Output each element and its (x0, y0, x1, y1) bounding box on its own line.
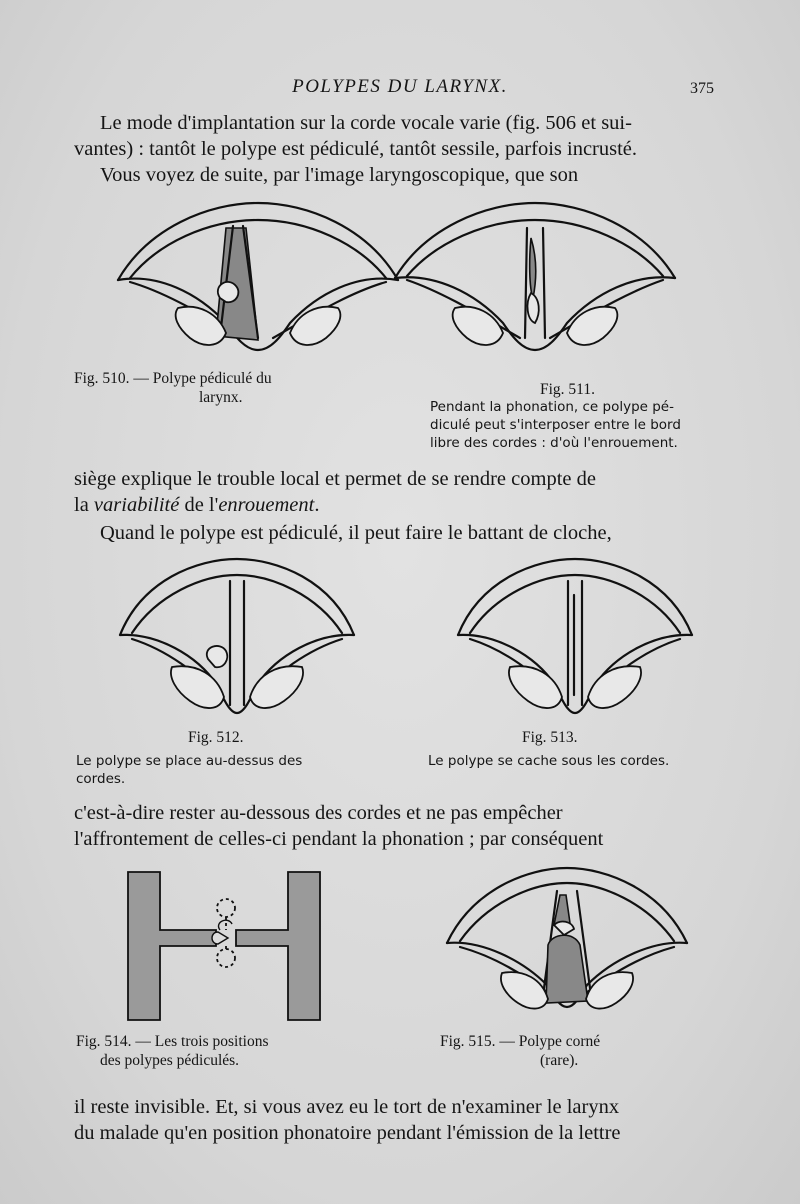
figure-513-caption: Le polype se cache sous les cordes. (428, 753, 670, 769)
caption-line: larynx. (199, 389, 243, 406)
figure-510-caption (74, 369, 404, 407)
caption-line: libre des cordes : d'où l'enrouement. (430, 435, 678, 451)
caption-line: Fig. 514. — Les trois positions (76, 1033, 269, 1050)
italic-term: enrouement (218, 494, 315, 516)
text-line: Quand le polype est pédiculé, il peut faire le battant de cloche, (100, 522, 612, 544)
figure-515-larynx-illustration (442, 865, 692, 1015)
paragraph-3 (74, 520, 724, 546)
figure-513-larynx-illustration (450, 555, 700, 725)
caption-line: des polypes pédiculés. (100, 1052, 240, 1069)
caption-line: Pendant la phonation, ce polype pé- (430, 399, 674, 415)
figure-513-label: Fig. 513. (522, 729, 578, 746)
figure-512-label: Fig. 512. (188, 729, 244, 746)
text-line: du malade qu'en position phonatoire pendant l'émission de la lettre (74, 1122, 621, 1144)
caption-line: cordes. (76, 771, 126, 787)
caption-line: diculé peut s'interposer entre le bord (430, 417, 681, 433)
text-line: l'affrontement de celles-ci pendant la phonation ; par conséquent (74, 828, 604, 850)
text-line: il reste invisible. Et, si vous avez eu le tort de n'examiner le larynx (74, 1096, 620, 1118)
paragraph-5 (74, 1094, 724, 1146)
figure-514-caption (76, 1032, 386, 1070)
italic-term: variabilité (93, 494, 180, 516)
figure-511-label: Fig. 511. (540, 381, 595, 398)
running-header-title: POLYPES DU LARYNX. (292, 76, 508, 97)
caption-line: Le polype se place au-dessus des (76, 753, 303, 769)
page-number: 375 (690, 80, 714, 97)
figure-510-larynx-illustration (108, 198, 408, 358)
figure-512-caption (76, 752, 396, 788)
text-line: c'est-à-dire rester au-dessous des cordes et ne pas empêcher (74, 802, 563, 824)
text-line: vantes) : tantôt le polype est pédiculé, tantôt sessile, parfois incrusté. (74, 138, 638, 160)
paragraph-4 (74, 800, 724, 852)
caption-line: (rare). (540, 1052, 579, 1069)
text-line: Vous voyez de suite, par l'image laryngoscopique, que son (100, 164, 579, 186)
text-line: la variabilité de l'enrouement. (74, 494, 320, 516)
figure-514-cross-section-illustration (128, 872, 328, 1022)
figure-512-larynx-illustration (112, 555, 362, 725)
figure-511-caption (430, 398, 730, 452)
caption-line: Fig. 510. — Polype pédiculé du (74, 370, 272, 387)
figure-515-caption (440, 1032, 720, 1070)
figure-511-larynx-illustration (385, 198, 685, 358)
text-line: Le mode d'implantation sur la corde vocale varie (fig. 506 et sui- (100, 112, 632, 134)
paragraph-1 (74, 110, 724, 188)
caption-line: Fig. 515. — Polype corné (440, 1033, 601, 1050)
text-line: siège explique le trouble local et permet de se rendre compte de (74, 468, 596, 490)
paragraph-2 (74, 466, 724, 518)
